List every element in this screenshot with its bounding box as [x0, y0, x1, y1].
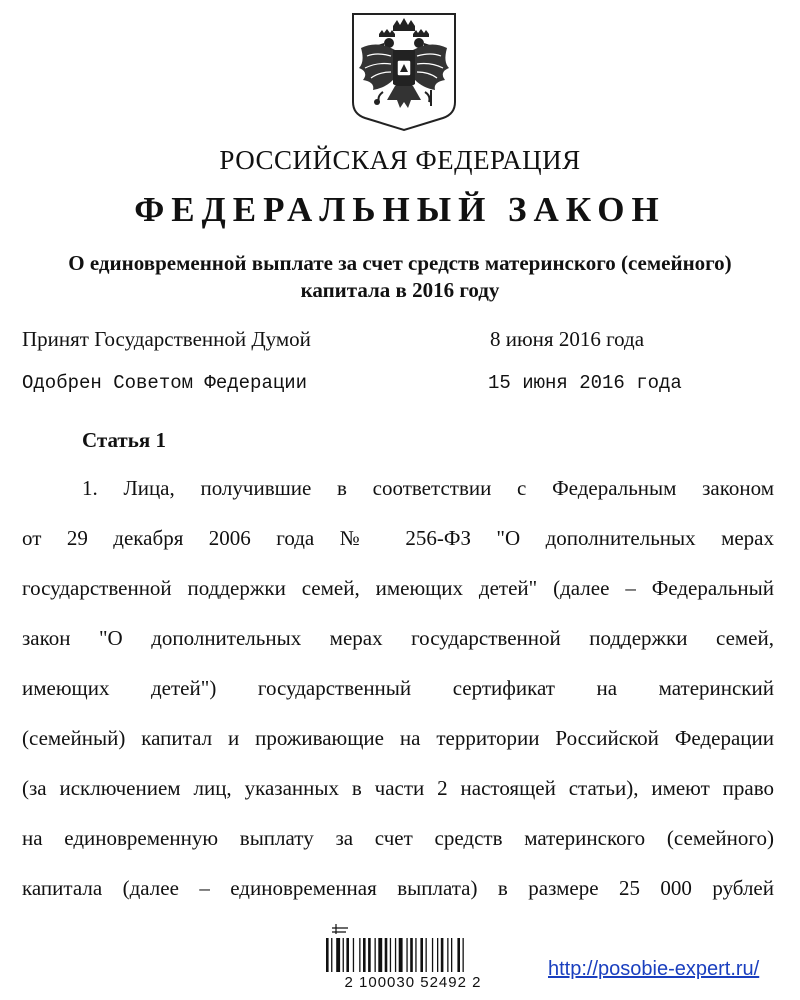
- law-title-line-1: О единовременной выплате за счет средств материнского (семейного): [68, 251, 732, 275]
- barcode-bar: [331, 938, 332, 972]
- barcode-bar: [378, 938, 382, 972]
- barcode-bar: [395, 938, 396, 972]
- law-title-line-2: капитала в 2016 году: [300, 278, 500, 302]
- barcode-bar: [437, 938, 438, 972]
- barcode-bar: [368, 938, 371, 972]
- barcode-bar: [385, 938, 388, 972]
- article-line: (семейный) капитал и проживающие на территории Российской Федерации: [22, 726, 774, 750]
- article-line: 1. Лица, получившие в соответствии с Федеральным законом: [82, 476, 774, 500]
- barcode-bar: [415, 938, 416, 972]
- barcode-bar: [463, 938, 464, 972]
- barcode-bar: [432, 938, 433, 972]
- barcode-bar: [326, 938, 329, 972]
- barcode-bar: [399, 938, 403, 972]
- article-line: капитала (далее – единовременная выплата) в размере 25 000 рублей: [22, 876, 774, 900]
- barcode-bar: [426, 938, 427, 972]
- coat-of-arms-icon: [349, 10, 459, 132]
- barcode-bar: [363, 938, 366, 972]
- barcode-bar: [353, 938, 354, 972]
- article-line: (за исключением лиц, указанных в части 2 настоящей статьи), имеют право: [22, 776, 774, 800]
- barcode-bar: [359, 938, 360, 972]
- barcode-bar: [451, 938, 452, 972]
- law-title: [40, 250, 760, 304]
- barcode-bar: [457, 938, 460, 972]
- document-type: ФЕДЕРАЛЬНЫЙ ЗАКОН: [134, 190, 666, 229]
- council-approval-label: Одобрен Советом Федерации: [22, 372, 308, 394]
- barcode-bar: [336, 938, 340, 972]
- article-heading: Статья 1: [82, 428, 166, 452]
- article-line: закон "О дополнительных мерах государственной поддержки семей,: [22, 626, 774, 650]
- article-line: от 29 декабря 2006 года № 256-ФЗ "О дополнительных мерах: [22, 526, 774, 550]
- barcode-bar: [375, 938, 376, 972]
- duma-adoption-date: 8 июня 2016 года: [490, 327, 645, 351]
- duma-adoption-label: Принят Государственной Думой: [22, 327, 311, 351]
- article-line: государственной поддержки семей, имеющих детей" (далее – Федеральный: [22, 576, 774, 600]
- barcode-bar: [420, 938, 423, 972]
- barcode-bar: [406, 938, 407, 972]
- barcode-bar: [390, 938, 391, 972]
- article-line: имеющих детей") государственный сертификат на материнский: [22, 676, 774, 700]
- barcode-bar: [343, 938, 344, 972]
- barcode-bar: [447, 938, 448, 972]
- barcode-bar: [346, 938, 349, 972]
- country-name: РОССИЙСКАЯ ФЕДЕРАЦИЯ: [219, 145, 581, 175]
- barcode-bar: [441, 938, 444, 972]
- barcode-bar: [410, 938, 413, 972]
- barcode-number: 2 100030 52492 2: [344, 974, 482, 991]
- source-url-link[interactable]: http://posobie-expert.ru/: [548, 958, 760, 980]
- article-line: на единовременную выплату за счет средств материнского (семейного): [22, 826, 774, 850]
- council-approval-date: 15 июня 2016 года: [488, 372, 682, 394]
